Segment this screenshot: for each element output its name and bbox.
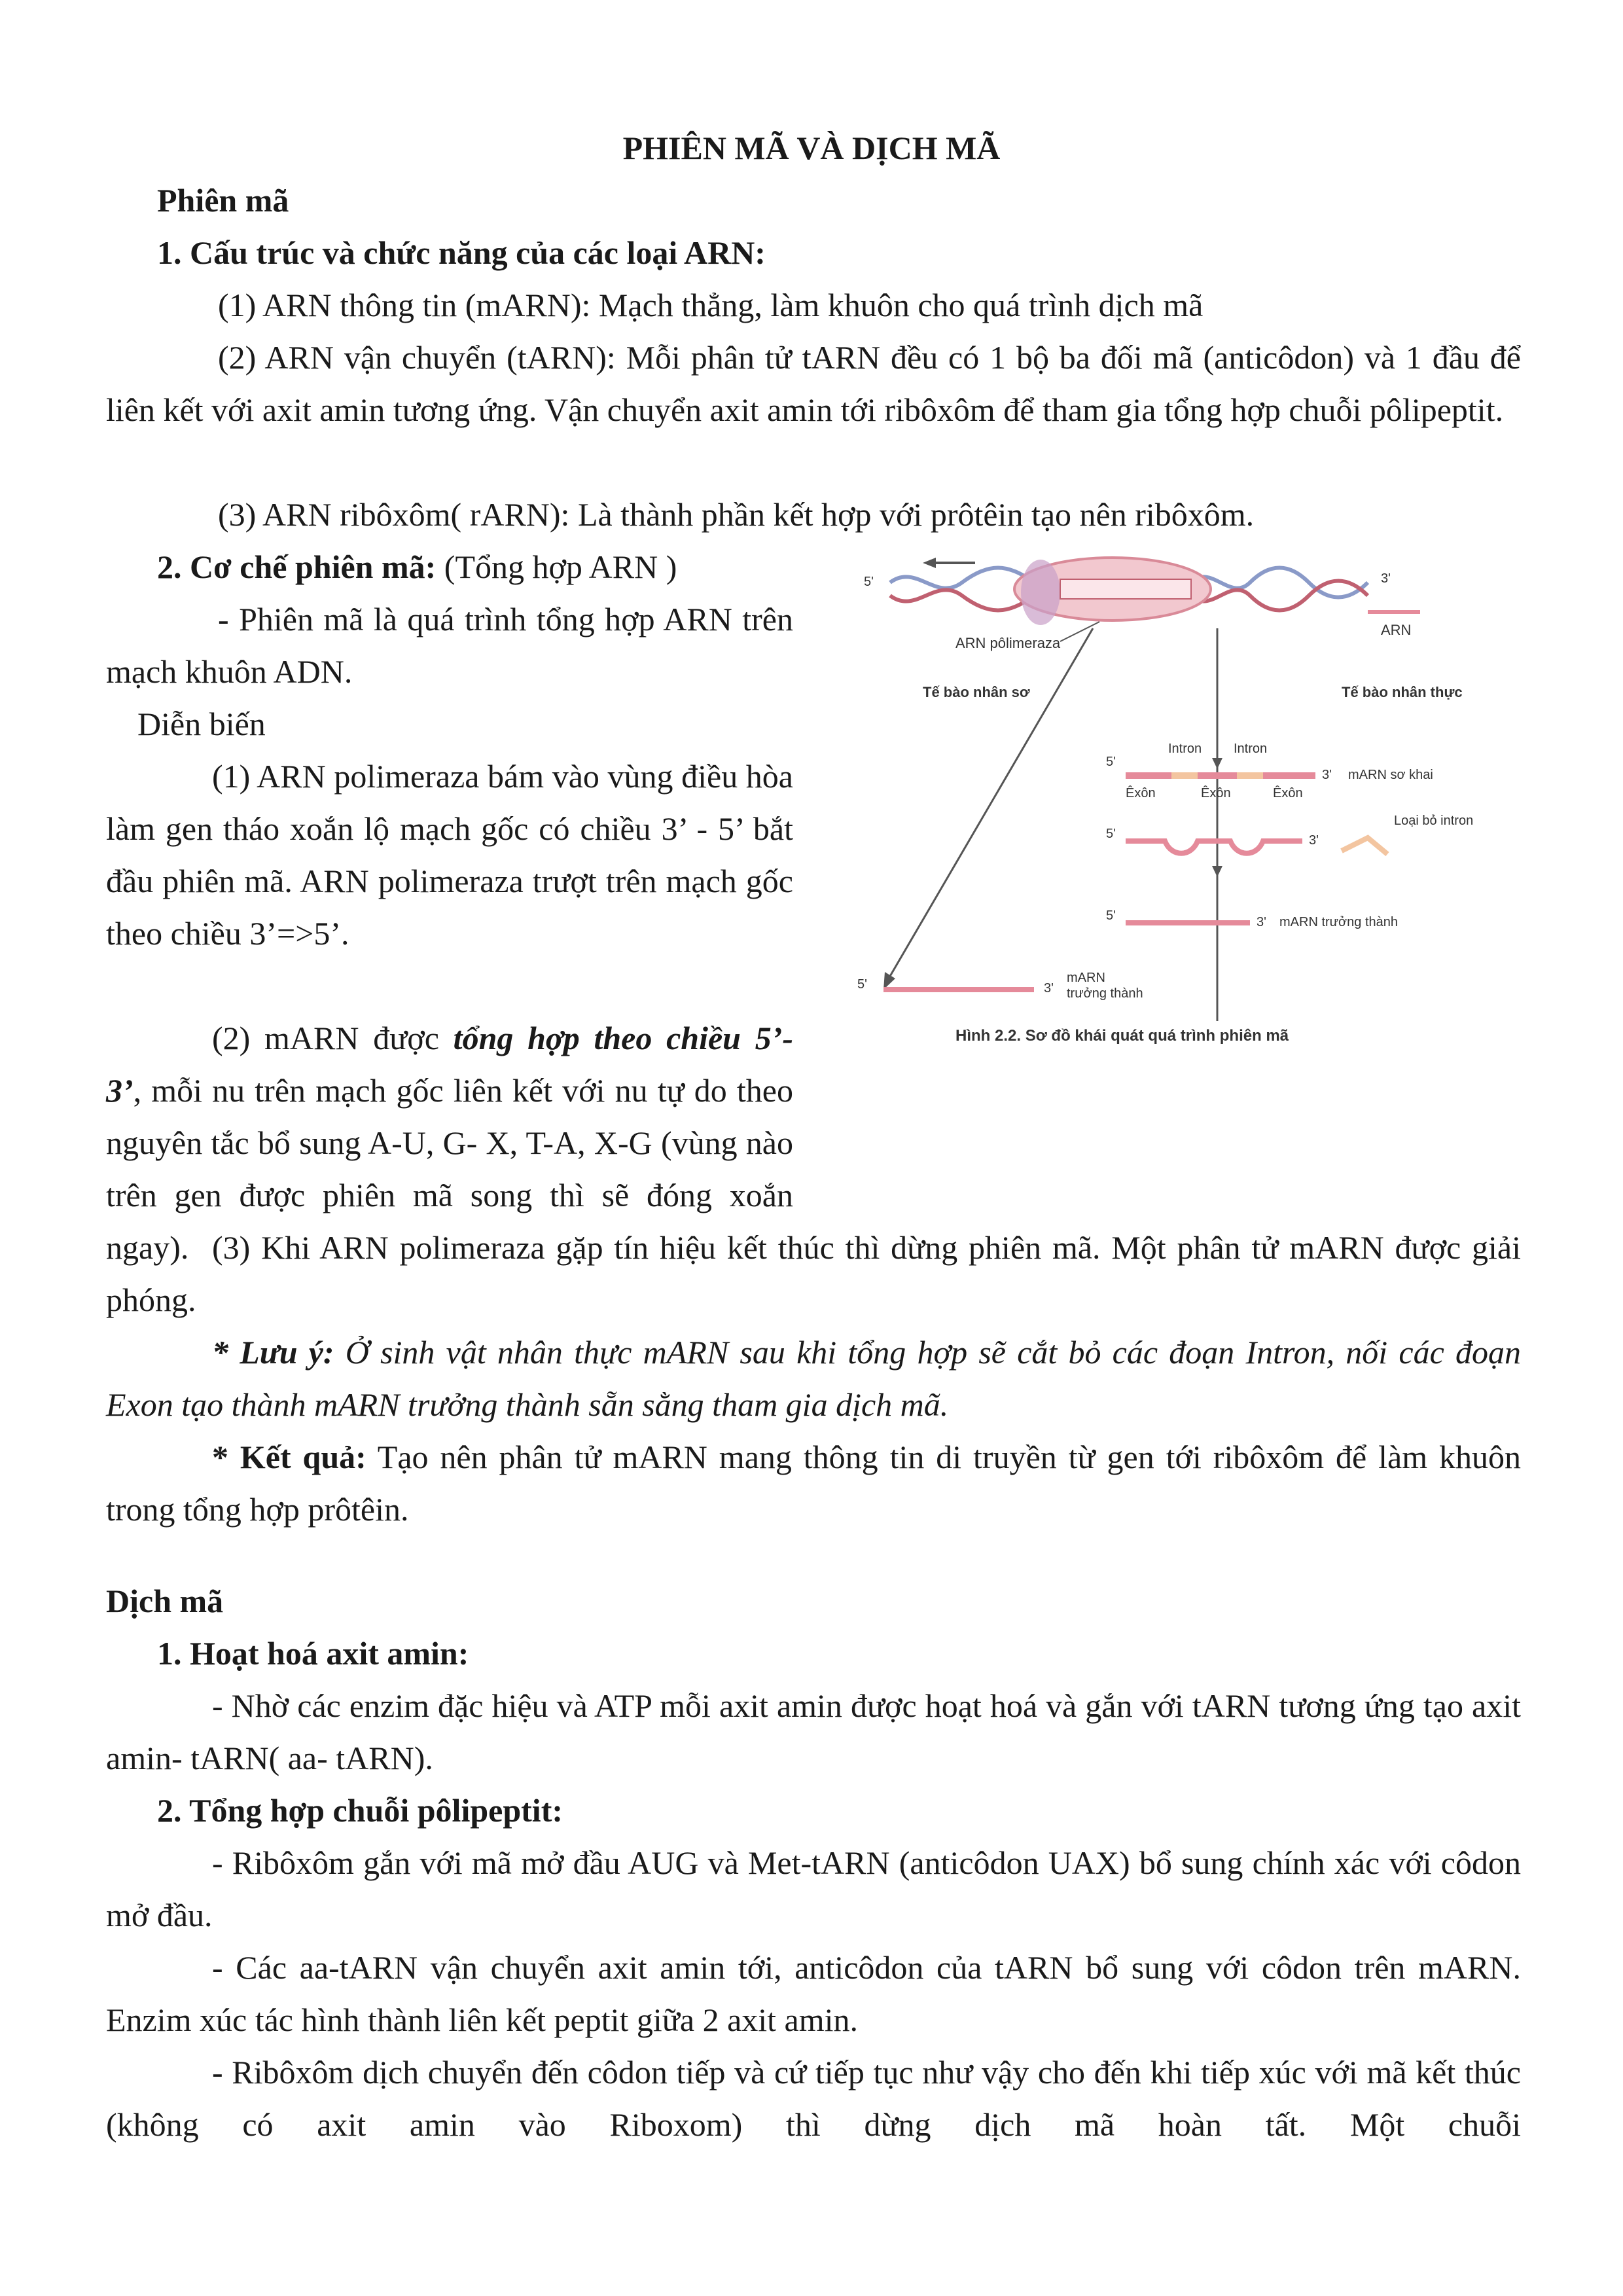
label-3-prime-mature: 3': [1257, 915, 1266, 929]
label-arn-polimeraza: ARN pôlimeraza: [955, 635, 1061, 651]
paragraph-result: [106, 1431, 1521, 1535]
paragraph-step-1: (1) ARN polimeraza bám vào vùng điều hòa làm gen tháo xoắn lộ mạch gốc có chiều 3’ - 5’ bắt đầu phiên mã. ARN polimeraza trượt trên mạch gốc theo chiều 3’=>5’.: [106, 758, 793, 952]
step-2-text-b: , mỗi nu trên mạch gốc liên kết với nu tự do theo nguyên tắc bổ sung A-U, G- X, T-A, X-G (vùng nào trên gen được phiên mã song thì sẽ đóng xoắn ngay).: [106, 1072, 793, 1266]
removed-intron: [1342, 838, 1387, 854]
label-5-prime-pre: 5': [1106, 755, 1116, 769]
splicing-strand: [1126, 841, 1302, 853]
step-2-text-a: (2) mARN được: [212, 1020, 454, 1056]
arrow-head-2: [1212, 866, 1222, 877]
polimeraza-pointer: [1060, 622, 1099, 641]
label-loai-bo-intron: Loại bỏ intron: [1394, 814, 1474, 828]
paragraph-marn: (1) ARN thông tin (mARN): Mạch thẳng, làm khuôn cho quá trình dịch mã: [218, 287, 1204, 323]
paragraph-tarn: (2) ARN vận chuyển (tARN): Mỗi phân tử tARN đều có 1 bộ ba đối mã (anticôdon) và 1 đầu để liên kết với axit amin tương ứng. Vận chuyển axit amin tới ribôxôm để tham gia tổng hợp chuỗi pôlipeptit.: [106, 339, 1521, 428]
heading-bold-part: Cơ chế phiên mã:: [190, 548, 437, 585]
label-5-prime-splice: 5': [1106, 827, 1116, 841]
paragraph-step-3: (3) Khi ARN polimeraza gặp tín hiệu kết thúc thì dừng phiên mã. Một phân tử mARN được giải phóng.: [106, 1229, 1521, 1318]
section-heading-dich-ma: Dịch mã: [106, 1583, 224, 1619]
diagram-svg: [844, 550, 1512, 1060]
label-5-prime-mature: 5': [1106, 908, 1116, 923]
paragraph-rarn: (3) ARN ribôxôm( rARN): Là thành phần kết hợp với prôtêin tạo nên ribôxôm.: [218, 496, 1255, 533]
label-truong-thanh-prok: trưởng thành: [1067, 986, 1143, 1001]
paragraph-riboxom-gan: - Ribôxôm gắn với mã mở đầu AUG và Met-tARN (anticôdon UAX) bổ sung chính xác với côdon mở đầu.: [106, 1844, 1521, 1933]
result-text: Tạo nên phân tử mARN mang thông tin di truyền từ gen tới ribôxôm để làm khuôn trong tổng hợp prôtêin.: [106, 1439, 1522, 1528]
label-te-bao-nhan-thuc: Tế bào nhân thực: [1342, 684, 1463, 700]
paragraph-riboxom-dich-chuyen: - Ribôxôm dịch chuyển đến côdon tiếp và cứ tiếp tục như vậy cho đến khi tiếp xúc với mã kết thúc (không có axit amin vào Riboxom) thì dừng dịch mã hoàn tất. Một chuỗi: [106, 2054, 1521, 2143]
heading-number: 2.: [157, 548, 182, 585]
heading-co-che-phien-ma: [157, 541, 844, 593]
page-title: PHIÊN MÃ VÀ DỊCH MÃ: [622, 130, 1001, 166]
paragraph-note: [106, 1326, 1521, 1431]
note-text: Ở sinh vật nhân thực mARN sau khi tổng hợp sẽ cắt bỏ các đoạn Intron, nối các đoạn Exon tạo thành mARN trưởng thành sẵn sằng tham gia dịch mã.: [106, 1334, 1521, 1423]
figure-caption: Hình 2.2. Sơ đồ khái quát quá trình phiên mã: [955, 1027, 1289, 1045]
label-marn-so-khai: mARN sơ khai: [1348, 768, 1433, 782]
direction-arrow-head: [923, 558, 936, 568]
paragraph-phien-ma-definition: - Phiên mã là quá trình tổng hợp ARN trên mạch khuôn ADN.: [106, 601, 793, 690]
label-3-prime-top-right: 3': [1381, 571, 1391, 586]
polymerase-body: [1021, 560, 1060, 625]
label-intron-1: Intron: [1168, 742, 1202, 756]
label-intron-2: Intron: [1234, 742, 1268, 756]
label-arn: ARN: [1381, 622, 1412, 638]
label-exon-1: Êxôn: [1126, 786, 1156, 800]
result-label: * Kết quả:: [212, 1439, 366, 1475]
label-5-prime-prok: 5': [857, 977, 867, 992]
transcription-diagram: [844, 550, 1512, 1060]
arrow-head-1: [1212, 758, 1222, 769]
note-label: * Lưu ý:: [212, 1334, 334, 1371]
section-heading-phien-ma: Phiên mã: [157, 182, 289, 219]
label-5-prime-top-left: 5': [864, 575, 874, 589]
heading-cau-truc-arn: 1. Cấu trúc và chức năng của các loại ARN:: [157, 234, 766, 271]
arrow-head-prokaryote: [883, 972, 895, 990]
transcription-bubble-bases: [1060, 579, 1191, 599]
step-2-emphasis: tổng hợp theo chiều 5’- 3’: [106, 1020, 793, 1109]
label-te-bao-nhan-so: Tế bào nhân sơ: [923, 684, 1030, 700]
label-3-prime-splice: 3': [1309, 833, 1319, 848]
paragraph-hoat-hoa: - Nhờ các enzim đặc hiệu và ATP mỗi axit amin được hoạt hoá và gắn với tARN tương ứng tạo axit amin- tARN( aa- tARN).: [106, 1687, 1521, 1776]
label-marn-prok: mARN: [1067, 971, 1105, 985]
paragraph-aa-tarn: - Các aa-tARN vận chuyển axit amin tới, anticôdon của tARN bổ sung với côdon trên mARN. Enzim xúc tác hình thành liên kết peptit giữa 2 axit amin.: [106, 1949, 1521, 2038]
arrow-to-prokaryote: [887, 628, 1093, 982]
label-3-prime-pre: 3': [1322, 768, 1332, 782]
label-exon-3: Êxôn: [1273, 786, 1303, 800]
label-dien-bien: Diễn biến: [137, 706, 266, 742]
label-marn-truong-thanh: mARN trưởng thành: [1279, 915, 1399, 929]
heading-rest: (Tổng hợp ARN ): [444, 548, 677, 585]
heading-tong-hop-chuoi: 2. Tổng hợp chuỗi pôlipeptit:: [157, 1792, 563, 1829]
label-exon-2: Êxôn: [1201, 786, 1231, 800]
label-3-prime-prok: 3': [1044, 981, 1054, 996]
heading-hoat-hoa-axit-amin: 1. Hoạt hoá axit amin:: [157, 1635, 469, 1672]
